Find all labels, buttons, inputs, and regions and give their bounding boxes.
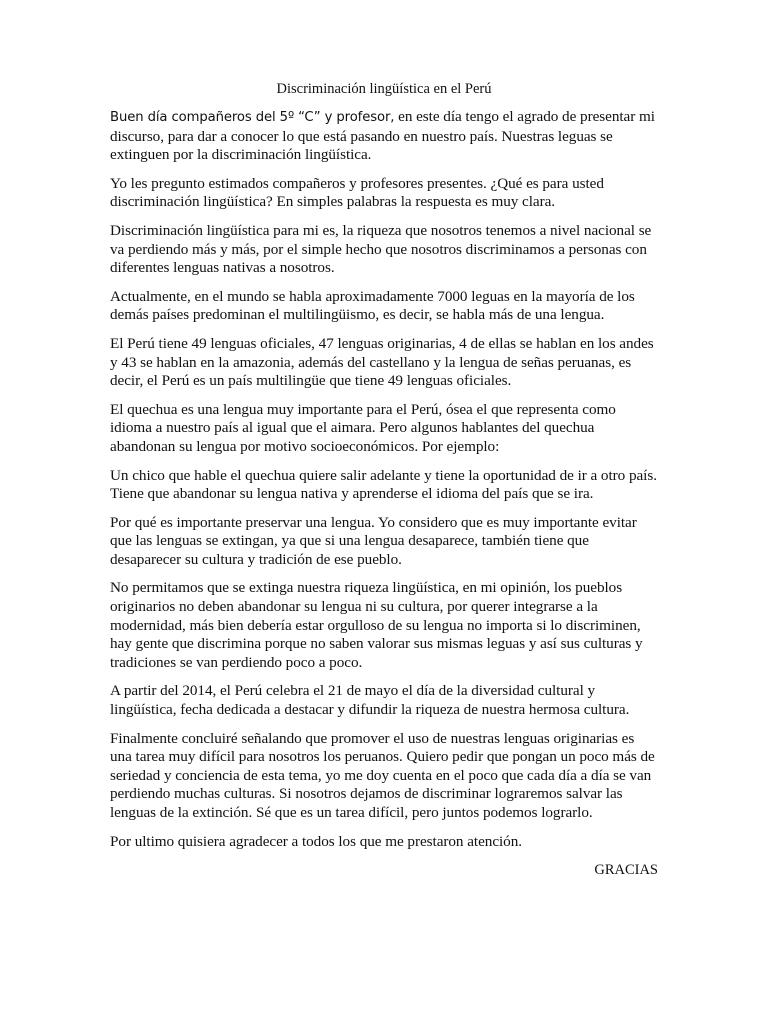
paragraph: Finalmente concluiré señalando que promover el uso de nuestras lenguas originarias es una tarea muy difícil para nosotros los peruanos. Quiero pedir que pongan un poco más de seriedad y conciencia de esta tema, yo me doy cuenta en el poco que cada día a día se van perdiendo muchas culturas. Si nosotros dejamos de discriminar lograremos salvar las lenguas de la extinción. Sé que es un tarea difícil, pero juntos podemos lograrlo.: [110, 729, 655, 821]
paragraph: Por qué es importante preservar una lengua. Yo considero que es muy importante evitar que las lenguas se extingan, ya que si una lengua desaparece, también tiene que desaparecer su cultura y tradición de ese pueblo.: [110, 513, 637, 568]
document-title: Discriminación lingüística en el Perú: [276, 81, 492, 97]
intro-paragraph: [110, 108, 658, 165]
paragraph: El quechua es una lengua muy importante para el Perú, ósea el que representa como idioma a nuestro país al igual que el aimara. Pero algunos hablantes del quechua abandonan su lengua por motivo socioeconómicos. Por ejemplo:: [110, 400, 616, 455]
paragraph: Un chico que hable el quechua quiere salir adelante y tiene la oportunidad de ir a otro país. Tiene que abandonar su lengua nativa y aprenderse el idioma del país que se ira.: [110, 466, 657, 503]
paragraph: A partir del 2014, el Perú celebra el 21 de mayo el día de la diversidad cultural y lingüística, fecha dedicada a destacar y difundir la riqueza de nuestra hermosa cultura.: [110, 682, 630, 719]
intro-greeting: Buen día compañeros del 5º “C” y profesor,: [110, 110, 395, 125]
paragraph: El Perú tiene 49 lenguas oficiales, 47 lenguas originarias, 4 de ellas se hablan en los andes y 43 se hablan en la amazonia, además del castellano y la lengua de señas peruanas, es decir, el Perú es un país multilingüe que tiene 49 lenguas oficiales.: [110, 334, 654, 390]
paragraph: Actualmente, en el mundo se habla aproximadamente 7000 leguas en la mayoría de los demás países predominan el multilingüismo, es decir, se habla más de una lengua.: [110, 287, 635, 324]
paragraph: Yo les pregunto estimados compañeros y profesores presentes. ¿Qué es para usted discriminación lingüística? En simples palabras la respuesta es muy clara.: [110, 174, 604, 211]
paragraph: Por ultimo quisiera agradecer a todos los que me prestaron atención.: [110, 832, 523, 850]
intro-body: en este día tengo el agrado de presentar mi discurso, para dar a conocer lo que está pasando en nuestro país. Nuestras leguas se extinguen por la discriminación lingüística.: [110, 108, 655, 164]
paragraph: Discriminación lingüística para mi es, la riqueza que nosotros tenemos a nivel nacional se va perdiendo más y más, por el simple hecho que nosotros discriminamos a personas con diferentes lenguas nativas a nosotros.: [110, 221, 652, 277]
paragraph: No permitamos que se extinga nuestra riqueza lingüística, en mi opinión, los pueblos originarios no deben abandonar su lengua ni su cultura, por querer integrarse a la modernidad, más bien debería estar orgulloso de su lengua no importa si lo discriminen, hay gente que discrimina porque no saben valorar sus mismas leguas y así sus culturas y tradiciones se van perdiendo poco a poco.: [110, 579, 643, 671]
closing-text: GRACIAS: [594, 862, 658, 879]
